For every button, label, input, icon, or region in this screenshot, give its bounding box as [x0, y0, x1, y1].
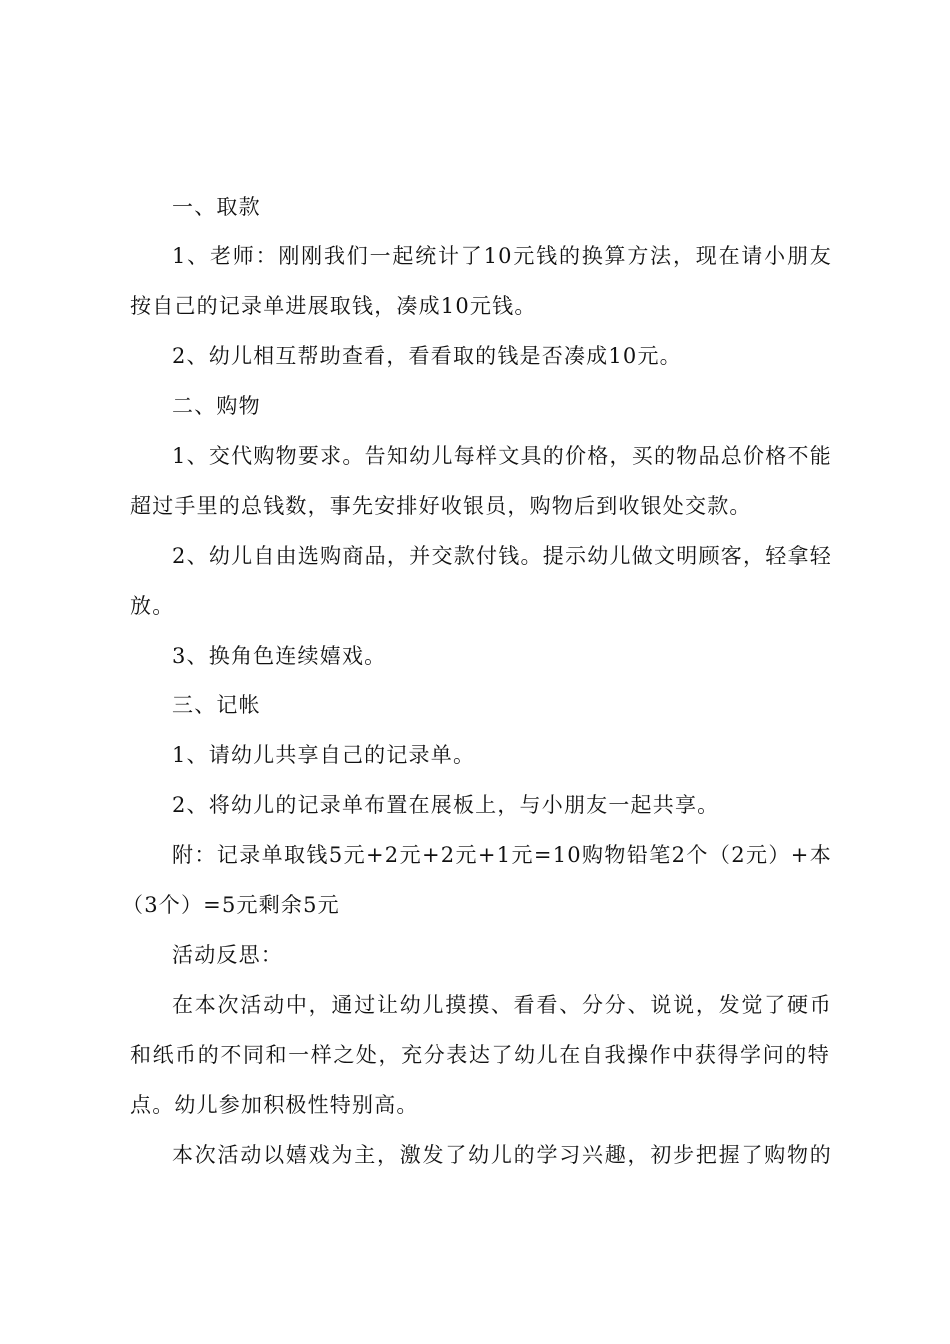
paragraph-line: 2、幼儿相互帮助查看，看看取的钱是否凑成10元。 — [172, 344, 682, 368]
paragraph-line: 1、请幼儿共享自己的记录单。 — [172, 743, 476, 767]
paragraph-line: 点。幼儿参加积极性特别高。 — [130, 1093, 419, 1117]
paragraph-line: 1、交代购物要求。告知幼儿每样文具的价格，买的物品总价格不能 — [172, 444, 832, 468]
paragraph-line: 按自己的记录单进展取钱，凑成10元钱。 — [130, 294, 537, 318]
paragraph-line: 在本次活动中，通过让幼儿摸摸、看看、分分、说说，发觉了硬币 — [172, 993, 832, 1017]
reflection-heading: 活动反思： — [172, 943, 283, 967]
paragraph-line: 1、老师：刚刚我们一起统计了10元钱的换算方法，现在请小朋友 — [172, 244, 832, 268]
paragraph-line: 2、幼儿自由选购商品，并交款付钱。提示幼儿做文明顾客，轻拿轻 — [172, 544, 832, 568]
paragraph-line: 2、将幼儿的记录单布置在展板上，与小朋友一起共享。 — [172, 793, 720, 817]
paragraph-line: 3、换角色连续嬉戏。 — [172, 644, 387, 668]
paragraph-line: 和纸币的不同和一样之处，充分表达了幼儿在自我操作中获得学问的特 — [130, 1043, 830, 1067]
section-heading-withdraw: 一、取款 — [172, 195, 261, 219]
paragraph-line: 放。 — [130, 594, 175, 618]
appendix-line: 附：记录单取钱5元+2元+2元+1元=10购物铅笔2个（2元）+本 — [172, 843, 832, 867]
section-heading-bookkeeping: 三、记帐 — [172, 693, 261, 717]
section-heading-shopping: 二、购物 — [172, 394, 261, 418]
paragraph-line: 本次活动以嬉戏为主，激发了幼儿的学习兴趣，初步把握了购物的 — [172, 1143, 832, 1167]
appendix-line: （3个）=5元剩余5元 — [122, 893, 340, 917]
paragraph-line: 超过手里的总钱数，事先安排好收银员，购物后到收银处交款。 — [130, 494, 752, 518]
